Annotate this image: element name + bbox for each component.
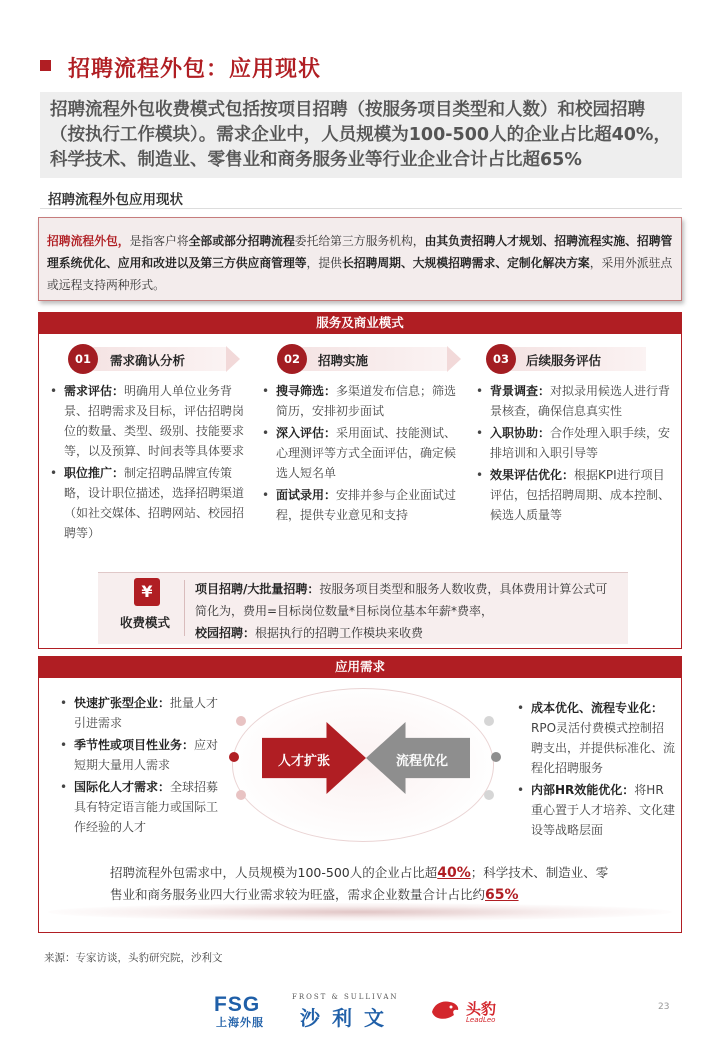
fee-line (195, 622, 610, 644)
item-label: 职位推广： (64, 466, 125, 480)
step-2-details (260, 381, 460, 527)
item-label: 深入评估： (276, 426, 337, 440)
step-name: 需求确认分析 (110, 353, 186, 368)
highlight-value: 40% (437, 865, 471, 881)
item-label: 搜寻筛选： (276, 384, 337, 398)
list-item (515, 780, 675, 840)
definition-text: 委托给第三方服务机构， (294, 234, 425, 248)
item-text: 合作处理入职手续，安排培训和入职引导等 (490, 426, 671, 460)
demand-conclusion (110, 862, 620, 906)
step-number: 01 (68, 344, 98, 374)
fsg-logo: FSG (214, 993, 261, 1016)
leopard-icon (430, 998, 460, 1022)
list-item (58, 777, 226, 837)
item-text: RPO灵活付费模式控制招聘支出，并提供标准化、流程化招聘服务 (531, 721, 676, 775)
item-label: 内部HR效能优化： (531, 783, 635, 797)
item-label: 季节性或项目性业务： (74, 738, 195, 752)
fee-line-label: 校园招聘： (195, 626, 256, 640)
step-number: 03 (486, 344, 516, 374)
item-label: 入职协助： (490, 426, 551, 440)
list-item (474, 381, 674, 421)
arrow-label-talent: 人才扩张 (278, 754, 331, 769)
conclusion-text: ；科学技术、制造业、零售业和商务服务业四大行业需求较为旺盛，需求企业数量合计占比约 (110, 865, 609, 902)
list-item (48, 463, 252, 543)
item-text: 多渠道发布信息；筛选简历，安排初步面试 (276, 384, 457, 418)
step-name: 招聘实施 (318, 353, 369, 368)
chevron-right-icon (447, 346, 461, 372)
decorative-swoosh (48, 903, 672, 921)
item-text: 采用面试、技能测试、心理测评等方式全面评估，确定候选人短名单 (276, 426, 457, 480)
step-name: 后续服务评估 (526, 353, 602, 368)
page-number: 23 (658, 1002, 670, 1012)
step-number: 02 (277, 344, 307, 374)
chevron-right-icon (226, 346, 240, 372)
divider (184, 580, 185, 636)
section-subheading: 招聘流程外包应用现状 (48, 192, 183, 208)
item-text: 安排并参与企业面试过程，提供专业意见和支持 (276, 488, 457, 522)
item-text: 对拟录用候选人进行背景核查，确保信息真实性 (490, 384, 671, 418)
item-text: 明确用人单位业务背景、招聘需求及目标，评估招聘岗位的数量、类型、级别、技能要求等，以及预算、时间表等具体要求 (64, 384, 245, 458)
arrow-label-process: 流程优化 (396, 754, 449, 769)
title-marker (40, 60, 51, 71)
conclusion-text: 招聘流程外包需求中，人员规模为100-500人的企业占比超 (110, 865, 438, 880)
definition-text: ，采用外派驻点或远程支持两种形式。 (47, 256, 673, 292)
list-item (474, 465, 674, 525)
item-text: 全球招募具有特定语言能力或国际工作经验的人才 (74, 780, 219, 834)
service-model-header: 服务及商业模式 (38, 312, 682, 334)
source-note: 来源：专家访谈，头豹研究院，沙利文 (44, 952, 223, 964)
item-label: 成本优化、流程专业化： (531, 701, 664, 715)
definition-bold: 由其负责招聘人才规划、招聘流程实施、招聘管理系统优化、应用和改进以及第三方供应商管理等 (47, 234, 673, 270)
fee-line-text: 根据执行的招聘工作模块来收费 (255, 626, 424, 640)
list-item (260, 423, 460, 483)
item-label: 面试录用： (276, 488, 337, 502)
dot-marker (491, 752, 501, 762)
fee-line (195, 578, 610, 622)
item-text: 将HR重心置于人才培养、文化建设等战略层面 (531, 783, 676, 837)
item-label: 需求评估： (64, 384, 125, 398)
item-text: 批量人才引进需求 (74, 696, 219, 730)
item-text: 制定招聘品牌宣传策略，设计职位描述，选择招聘渠道（如社交媒体、招聘网站、校园招聘等） (64, 466, 245, 540)
divider (40, 208, 682, 209)
page-title: 招聘流程外包：应用现状 (68, 57, 322, 82)
leadleo-logo-cn: 头豹 (466, 1000, 497, 1018)
fee-line-text: 按服务项目类型和服务人数收费，具体费用计算公式可简化为，费用=目标岗位数量*目标岗位基本年薪*费率， (195, 582, 608, 618)
item-text: 根据KPI进行项目评估，包括招聘周期、成本控制、候选人质量等 (490, 468, 671, 522)
step-1-details (48, 381, 252, 545)
leadleo-logo-en: LeadLeo (466, 1016, 496, 1024)
item-label: 国际化人才需求： (74, 780, 171, 794)
item-label: 背景调查： (490, 384, 551, 398)
fee-model-text (195, 578, 610, 644)
definition-box (38, 217, 682, 301)
frost-sullivan-logo: FROST & SULLIVAN (292, 993, 399, 1001)
dot-marker (236, 790, 246, 800)
step-3-details (474, 381, 674, 527)
list-item (58, 693, 226, 733)
list-item (48, 381, 252, 461)
fsg-logo-cn: 上海外服 (216, 1016, 264, 1029)
frost-sullivan-logo-cn: 沙利文 (300, 1006, 396, 1030)
list-item (260, 381, 460, 421)
demand-right-list (515, 698, 675, 842)
dot-marker (484, 790, 494, 800)
item-label: 快速扩张型企业： (74, 696, 171, 710)
definition-term: 招聘流程外包， (47, 234, 130, 248)
definition-bold: 长招聘周期、大规模招聘需求、定制化解决方案 (341, 256, 590, 270)
fee-line-label: 项目招聘/大批量招聘： (195, 582, 320, 596)
highlight-value: 65% (485, 887, 519, 903)
item-label: 效果评估优化： (490, 468, 575, 482)
definition-text: ，提供 (306, 256, 342, 270)
demand-header: 应用需求 (38, 656, 682, 678)
item-text: 应对短期大量用人需求 (74, 738, 219, 772)
summary-text: 招聘流程外包收费模式包括按项目招聘（按服务项目类型和人数）和校园招聘（按执行工作模块）。需求企业中，人员规模为100-500人的企业占比超40%，科学技术、制造业、零售业和商务服务业等行业企业合计占比超65% (40, 92, 682, 178)
list-item (58, 735, 226, 775)
list-item (515, 698, 675, 778)
dot-marker (229, 752, 239, 762)
dot-marker (484, 716, 494, 726)
definition-bold: 全部或部分招聘流程 (188, 234, 295, 248)
demand-left-list (58, 693, 226, 839)
list-item (260, 485, 460, 525)
yuan-icon: ¥ (134, 578, 160, 606)
list-item (474, 423, 674, 463)
fee-model-label: 收费模式 (120, 615, 171, 630)
dot-marker (236, 716, 246, 726)
definition-text: 是指客户将 (129, 234, 189, 248)
